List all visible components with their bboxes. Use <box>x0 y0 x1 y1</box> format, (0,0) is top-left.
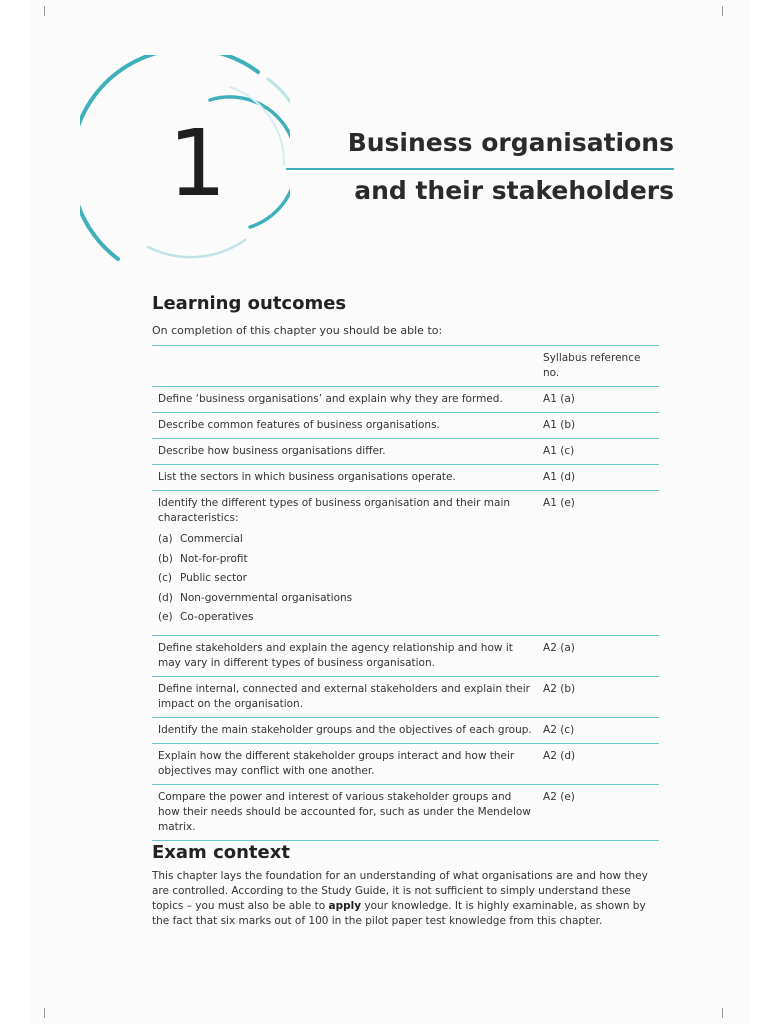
chapter-title-line-2: and their stakeholders <box>354 176 674 205</box>
syllabus-ref: A2 (c) <box>537 717 659 743</box>
outcome-text: Define internal, connected and external stakeholders and explain their impact on the organisation. <box>152 676 537 717</box>
table-row <box>152 635 659 676</box>
crop-mark-top-left <box>34 6 45 16</box>
outcome-text: Identify the main stakeholder groups and the objectives of each group. <box>152 717 537 743</box>
outcome-text: Describe common features of business organisations. <box>152 413 537 439</box>
learning-outcomes-heading: Learning outcomes <box>152 293 347 314</box>
outcome-text: Describe how business organisations differ. <box>152 439 537 465</box>
syllabus-ref: A2 (b) <box>537 676 659 717</box>
list-item-label: (c) <box>158 572 172 584</box>
list-item-text: Non-governmental organisations <box>180 591 353 604</box>
syllabus-ref: A1 (d) <box>537 465 659 491</box>
learning-outcomes-table <box>152 345 659 841</box>
table-row <box>152 743 659 784</box>
outcome-cell <box>152 491 537 636</box>
table-row <box>152 676 659 717</box>
syllabus-ref: A1 (c) <box>537 439 659 465</box>
outcome-text: Compare the power and interest of various stakeholder groups and how their needs should be accounted for, such as under the Mendelow matrix. <box>152 784 537 840</box>
list-item-label: (b) <box>158 552 173 565</box>
table-row <box>152 413 659 439</box>
header-syllabus-reference: Syllabus reference no. <box>537 346 659 387</box>
table-row <box>152 784 659 840</box>
outcome-text: Identify the different types of business organisation and their main characteristics: <box>158 497 511 524</box>
list-item <box>158 532 533 547</box>
exam-text-part-1: This chapter lays the foundation for an understanding of what organisations are and how they are controlled. According to the Study Guide, it is not sufficient to simply understand these topics – you must also be able to <box>152 870 648 912</box>
crop-mark-top-right <box>722 6 733 16</box>
list-item-label: (d) <box>158 591 173 604</box>
outcome-text: Explain how the different stakeholder groups interact and how their objectives may conflict with one another. <box>152 743 537 784</box>
table-row <box>152 439 659 465</box>
outcome-text: Define stakeholders and explain the agency relationship and how it may vary in different types of business organisation. <box>152 635 537 676</box>
list-item-text: Commercial <box>180 533 243 545</box>
crop-mark-bottom-left <box>34 1008 45 1018</box>
table-row <box>152 491 659 636</box>
header-description-cell <box>152 346 537 387</box>
organisation-types-list <box>158 532 533 625</box>
syllabus-ref: A2 (a) <box>537 635 659 676</box>
learning-outcomes-intro: On completion of this chapter you should be able to: <box>152 324 443 337</box>
list-item-label: (e) <box>158 611 173 623</box>
list-item-text: Not-for-profit <box>180 552 248 565</box>
title-divider <box>286 168 674 170</box>
exam-text-part-2: your knowledge. It is highly examinable, as shown by the fact that six marks out of 100 in the pilot paper test knowledge from this chapter. <box>152 900 646 927</box>
table-row <box>152 717 659 743</box>
exam-context-text <box>152 869 652 929</box>
table-row <box>152 387 659 413</box>
list-item <box>158 591 533 606</box>
table-header-row <box>152 346 659 387</box>
syllabus-ref: A2 (d) <box>537 743 659 784</box>
syllabus-ref: A1 (b) <box>537 413 659 439</box>
exam-context-heading: Exam context <box>152 842 290 863</box>
syllabus-ref: A1 (a) <box>537 387 659 413</box>
list-item <box>158 610 533 625</box>
list-item-text: Public sector <box>180 572 247 584</box>
list-item <box>158 552 533 567</box>
list-item <box>158 571 533 586</box>
chapter-number: 1 <box>168 110 225 217</box>
list-item-label: (a) <box>158 533 173 545</box>
table-row <box>152 465 659 491</box>
outcome-text: Define ‘business organisations’ and explain why they are formed. <box>152 387 537 413</box>
syllabus-ref: A1 (e) <box>537 491 659 636</box>
syllabus-ref: A2 (e) <box>537 784 659 840</box>
chapter-title-line-1: Business organisations <box>347 128 674 157</box>
exam-text-emphasis: apply <box>328 900 362 912</box>
crop-mark-bottom-right <box>722 1008 733 1018</box>
outcome-text: List the sectors in which business organisations operate. <box>152 465 537 491</box>
list-item-text: Co-operatives <box>180 611 254 623</box>
